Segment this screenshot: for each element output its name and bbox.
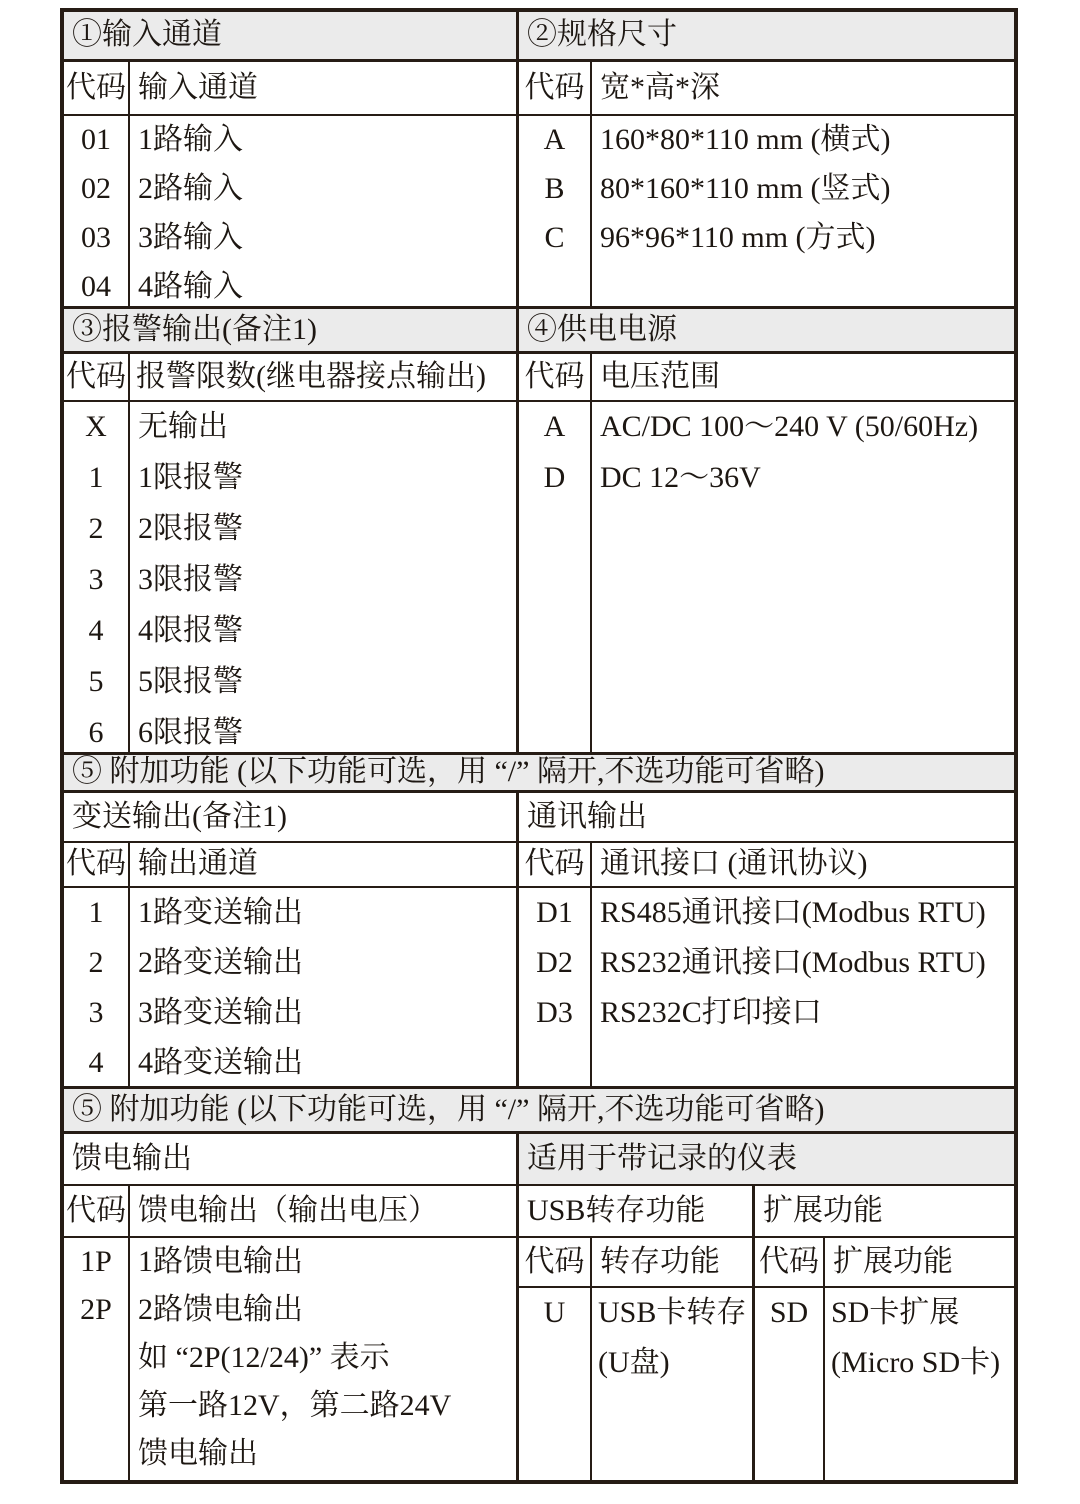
bottom-section	[64, 1186, 1014, 1480]
usb-code: U	[543, 1295, 566, 1329]
section-band-extra1: ⑤ 附加功能 (以下功能可选，用 “/” 隔开,不选功能可省略)	[72, 755, 825, 789]
alarm-code-header: 代码	[66, 359, 126, 393]
usb-desc: USB卡转存	[598, 1295, 747, 1329]
header-row-feed	[64, 1186, 516, 1238]
comm-desc-header: 通讯接口 (通讯协议)	[600, 847, 868, 881]
header-row-usb-ext	[519, 1238, 1014, 1288]
size-code: B	[544, 172, 565, 206]
size-code-header: 代码	[524, 70, 585, 104]
input-code: 04	[81, 270, 111, 304]
feed-desc-note: 馈电输出	[138, 1436, 258, 1470]
transmit-desc: 2路变送输出	[138, 945, 303, 979]
section-band-input: ①输入通道	[64, 12, 519, 59]
ordering-code-table	[60, 8, 1018, 1484]
transmit-code: 2	[88, 945, 104, 979]
comm-code: D1	[536, 895, 573, 929]
band-row-extra2	[64, 1089, 1014, 1134]
transmit-desc: 1路变送输出	[138, 895, 303, 929]
transmit-code: 3	[88, 995, 104, 1029]
body-row-transmit-comm	[64, 888, 1014, 1089]
input-code: 03	[81, 221, 111, 255]
feed-code: 1P	[80, 1244, 112, 1278]
feed-code: 2P	[80, 1292, 112, 1326]
usb-desc-note: (U盘)	[598, 1345, 670, 1379]
alarm-desc: 无输出	[138, 410, 228, 444]
comm-code-header: 代码	[524, 847, 585, 881]
comm-desc: RS232C打印接口	[600, 995, 822, 1029]
power-code: D	[543, 461, 566, 495]
comm-code: D3	[536, 995, 573, 1029]
ext-desc: SD卡扩展	[831, 1295, 960, 1329]
input-code: 01	[81, 123, 111, 157]
input-code: 02	[81, 172, 111, 206]
header-row-transmit-comm	[64, 843, 1014, 888]
body-feed	[64, 1238, 516, 1480]
input-desc-header: 输入通道	[138, 70, 258, 104]
comm-code: D2	[536, 945, 573, 979]
feed-desc: 1路馈电输出	[138, 1244, 303, 1278]
transmit-code-header: 代码	[66, 847, 126, 881]
alarm-desc: 6限报警	[138, 716, 243, 750]
section-band-alarm: ③报警输出(备注1)	[64, 309, 519, 351]
usb-code-header: 代码	[524, 1244, 585, 1278]
power-code: A	[543, 410, 566, 444]
size-desc: 80*160*110 mm (竖式)	[600, 172, 891, 206]
section-band-size: ②规格尺寸	[527, 18, 677, 52]
alarm-desc: 5限报警	[138, 665, 243, 699]
transmit-desc-header: 输出通道	[138, 847, 258, 881]
alarm-code: 3	[88, 563, 104, 597]
section-band-extra2: ⑤ 附加功能 (以下功能可选，用 “/” 隔开,不选功能可省略)	[72, 1092, 825, 1126]
comm-title: 通讯输出	[527, 799, 647, 833]
size-code: A	[543, 123, 566, 157]
size-code: C	[544, 221, 565, 255]
alarm-code: 2	[88, 512, 104, 546]
transmit-code: 4	[88, 1045, 104, 1079]
power-desc: DC 12～36V	[600, 461, 761, 495]
transmit-code: 1	[88, 895, 104, 929]
power-desc: AC/DC 100～240 V (50/60Hz)	[600, 410, 979, 444]
alarm-desc: 3限报警	[138, 563, 243, 597]
body-row-input-size	[64, 116, 1014, 309]
alarm-code: 5	[88, 665, 104, 699]
power-code-header: 代码	[524, 359, 585, 393]
comm-desc: RS232通讯接口(Modbus RTU)	[600, 945, 986, 979]
ext-code-header: 代码	[759, 1244, 819, 1278]
alarm-desc: 1限报警	[138, 461, 243, 495]
usb-title: USB转存功能	[519, 1186, 755, 1236]
ext-desc-note: (Micro SD卡)	[831, 1345, 1001, 1379]
subtitle-row-usb-ext	[519, 1186, 1014, 1238]
header-row-input-size	[64, 62, 1014, 116]
header-row-alarm-power	[64, 354, 1014, 402]
band-row-alarm-power	[64, 309, 1014, 354]
section-band-power: ④供电电源	[527, 312, 677, 346]
ext-desc-header: 扩展功能	[833, 1244, 953, 1278]
feed-code-header: 代码	[66, 1193, 126, 1227]
body-usb-ext	[519, 1288, 1014, 1480]
alarm-desc: 2限报警	[138, 512, 243, 546]
record-title: 适用于带记录的仪表	[519, 1134, 1014, 1184]
band-row-input-size	[64, 12, 1014, 62]
ext-title: 扩展功能	[763, 1193, 883, 1227]
alarm-code: X	[85, 410, 107, 444]
band-row-extra1	[64, 755, 1014, 793]
usb-desc-header: 转存功能	[600, 1244, 720, 1278]
alarm-desc-header: 报警限数(继电器接点输出)	[136, 359, 486, 393]
power-desc-header: 电压范围	[600, 359, 720, 393]
alarm-code: 1	[88, 461, 104, 495]
alarm-code: 4	[88, 614, 104, 648]
input-desc: 2路输入	[138, 172, 243, 206]
alarm-desc: 4限报警	[138, 614, 243, 648]
feed-desc-note: 第一路12V，第二路24V	[138, 1388, 452, 1422]
transmit-title: 变送输出(备注1)	[64, 793, 519, 841]
input-desc: 3路输入	[138, 221, 243, 255]
input-code-header: 代码	[66, 70, 126, 104]
alarm-code: 6	[88, 716, 104, 750]
comm-desc: RS485通讯接口(Modbus RTU)	[600, 895, 986, 929]
transmit-desc: 3路变送输出	[138, 995, 303, 1029]
feed-desc: 2路馈电输出	[138, 1292, 303, 1326]
subtitle-row-feed-record	[64, 1134, 1014, 1186]
input-desc: 4路输入	[138, 270, 243, 304]
feed-desc-note: 如 “2P(12/24)” 表示	[138, 1340, 390, 1374]
body-row-alarm-power	[64, 402, 1014, 755]
size-desc: 96*96*110 mm (方式)	[600, 221, 876, 255]
feed-title: 馈电输出	[64, 1134, 519, 1184]
size-desc: 160*80*110 mm (横式)	[600, 123, 891, 157]
transmit-desc: 4路变送输出	[138, 1045, 303, 1079]
ext-code: SD	[769, 1295, 809, 1329]
size-desc-header: 宽*高*深	[600, 70, 720, 104]
subtitle-row-transmit-comm	[64, 793, 1014, 843]
feed-desc-header: 馈电输出（输出电压）	[138, 1193, 438, 1227]
input-desc: 1路输入	[138, 123, 243, 157]
